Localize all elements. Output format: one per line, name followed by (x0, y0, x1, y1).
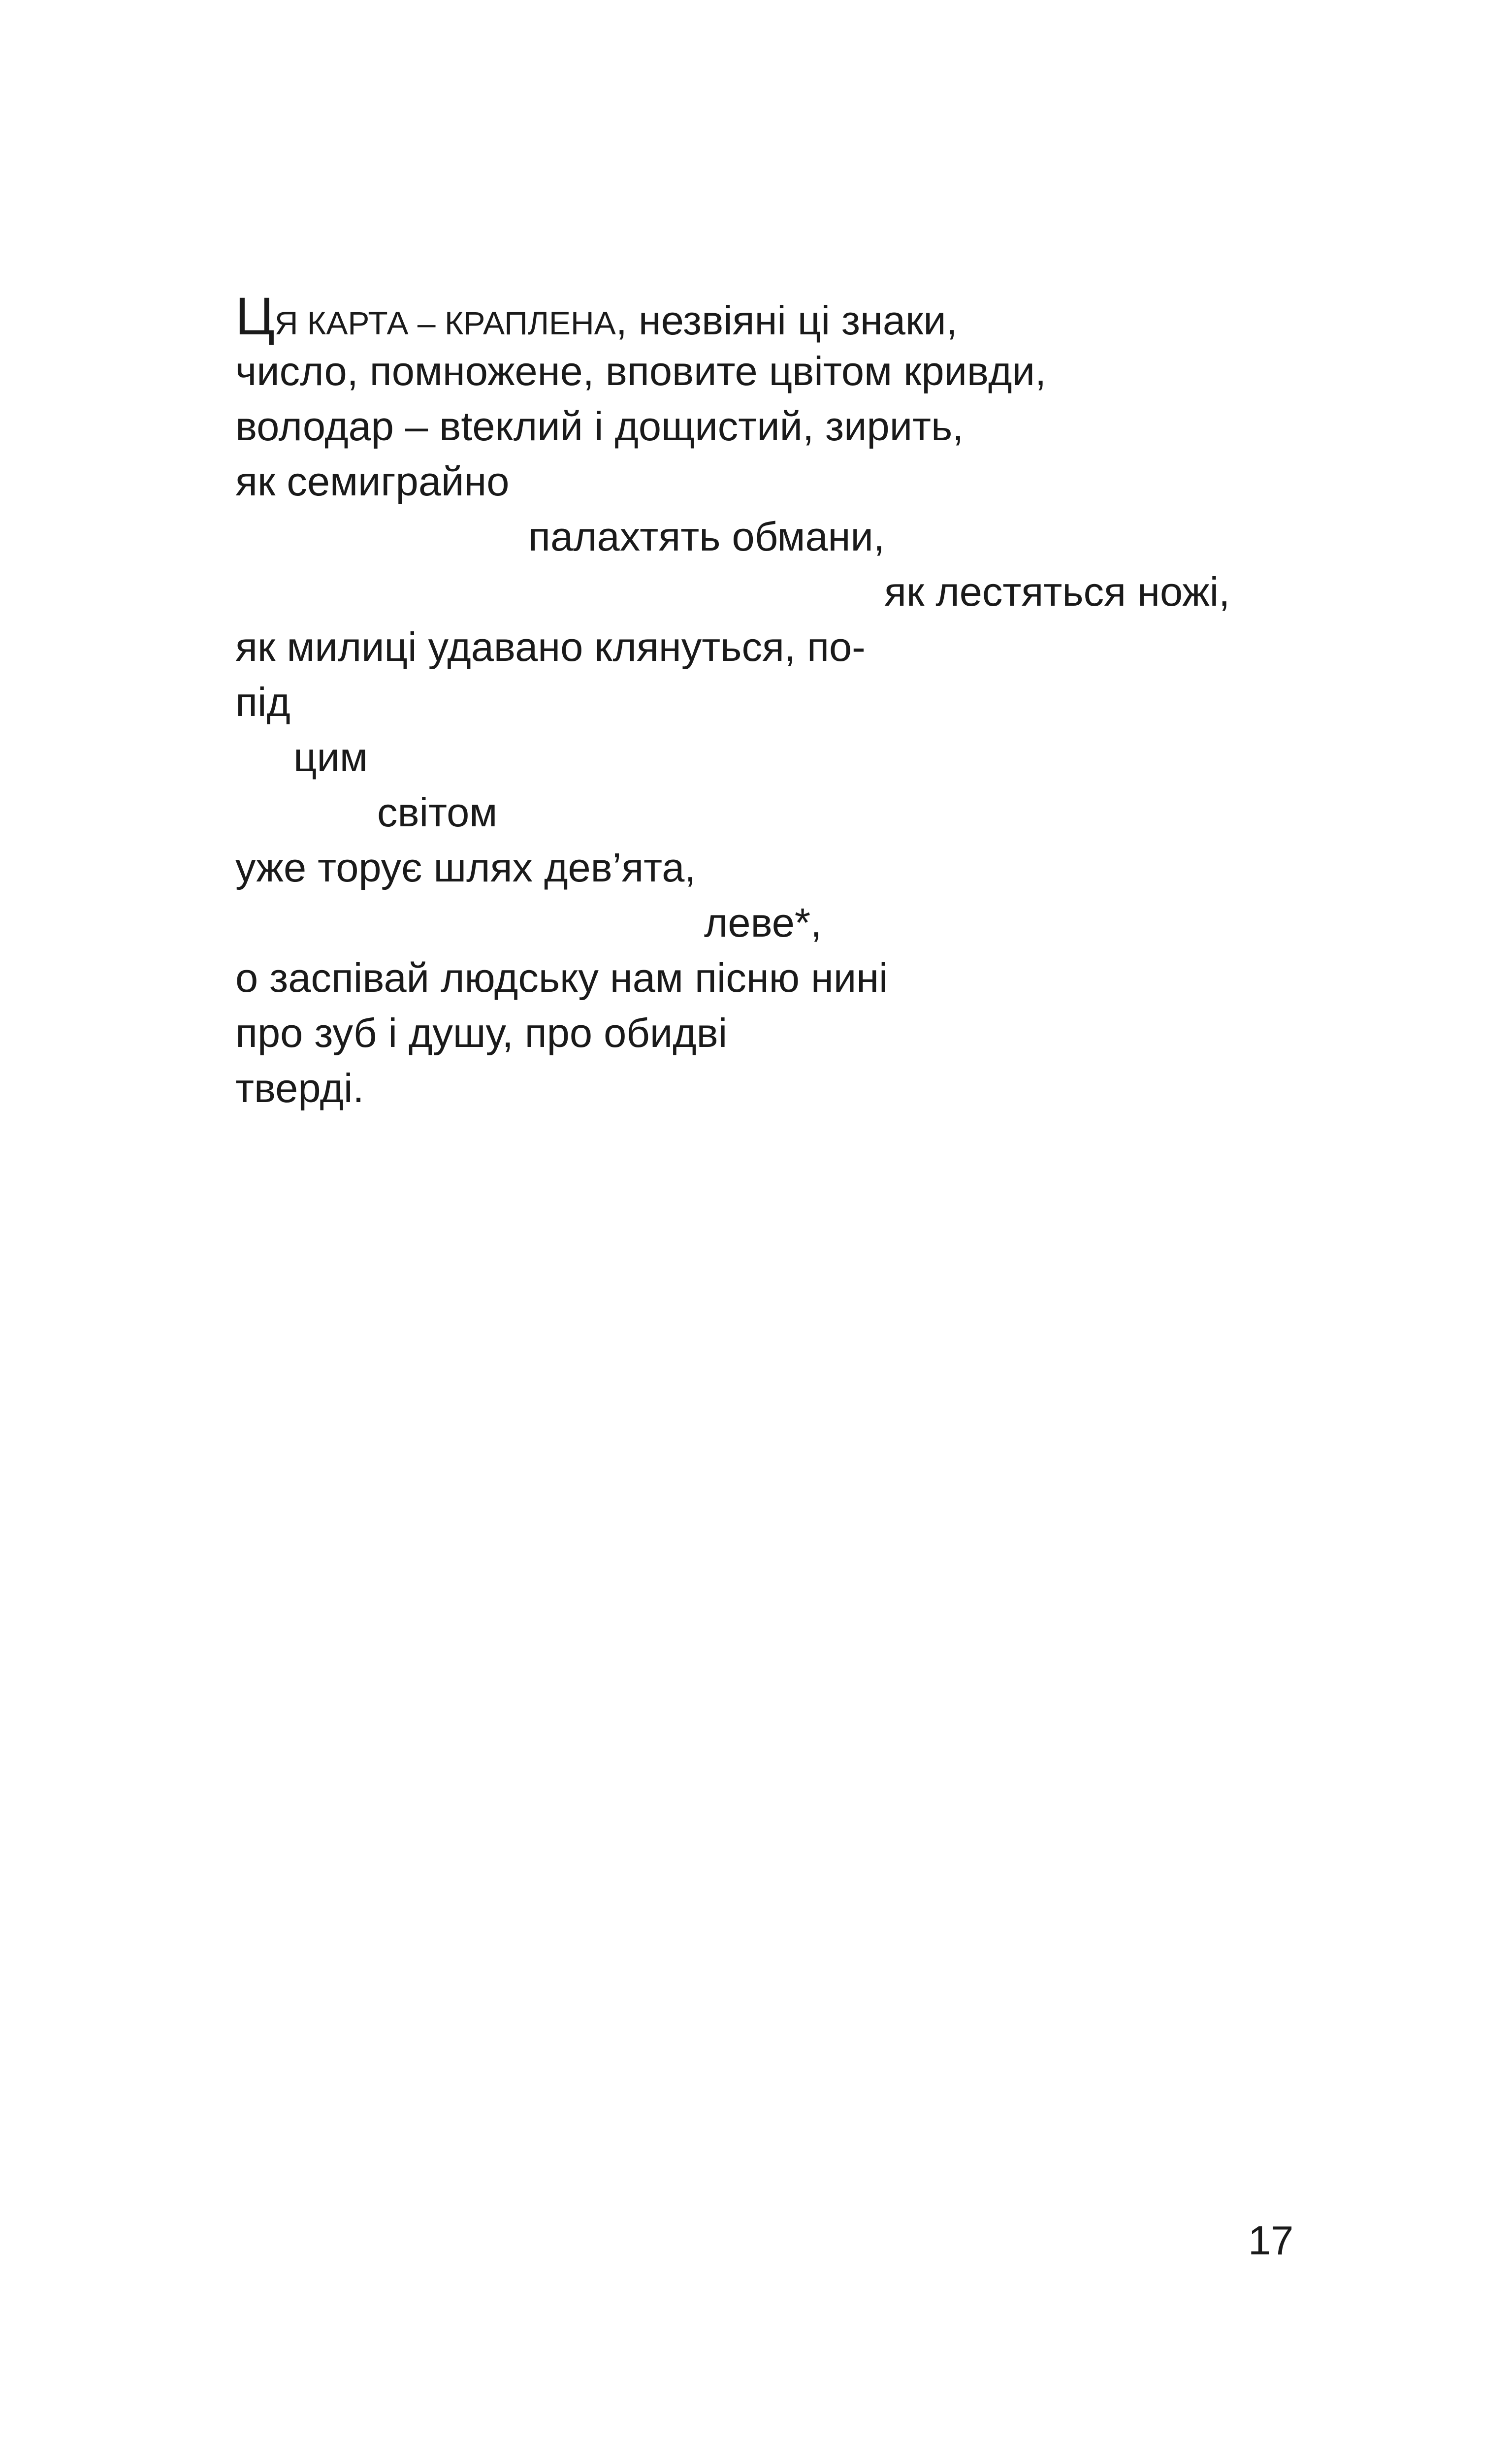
poem-line-15: тверді. (235, 1065, 364, 1111)
poem-line-7: як милиці удавано клянуться, по- (235, 624, 866, 670)
poem-line-10: світом (377, 789, 498, 835)
poem-line-5: палахтять обмани, (528, 514, 885, 559)
small-caps-text: Я КАРТА – КРАПЛЕНА (274, 305, 616, 341)
poem-line-12: леве*, (704, 900, 822, 945)
poem-line-13: о заспівай людську нам пісню нині (235, 955, 888, 1001)
poem-line-9: цим (293, 734, 368, 780)
poem-line-14: про зуб і душу, про обидві (235, 1010, 728, 1056)
poem-line-4: як семигрaйно (235, 458, 510, 504)
poem-line-1 (235, 286, 1368, 346)
poem (235, 286, 1368, 1116)
poem-line-11: уже торує шлях дев’ята, (235, 845, 696, 890)
page-number: 17 (1248, 2217, 1294, 2263)
first-line-rest: , незвіяні ці знаки, (615, 297, 958, 343)
poem-line-2: число, помножене, вповите цвітом кривди, (235, 348, 1047, 394)
poem-line-3: володар – вteклий і дощистий, зирить, (235, 403, 964, 449)
poem-line-6: як лестяться ножі, (884, 569, 1230, 615)
drop-cap: Ц (235, 286, 275, 346)
poem-line-8: під (235, 679, 290, 725)
